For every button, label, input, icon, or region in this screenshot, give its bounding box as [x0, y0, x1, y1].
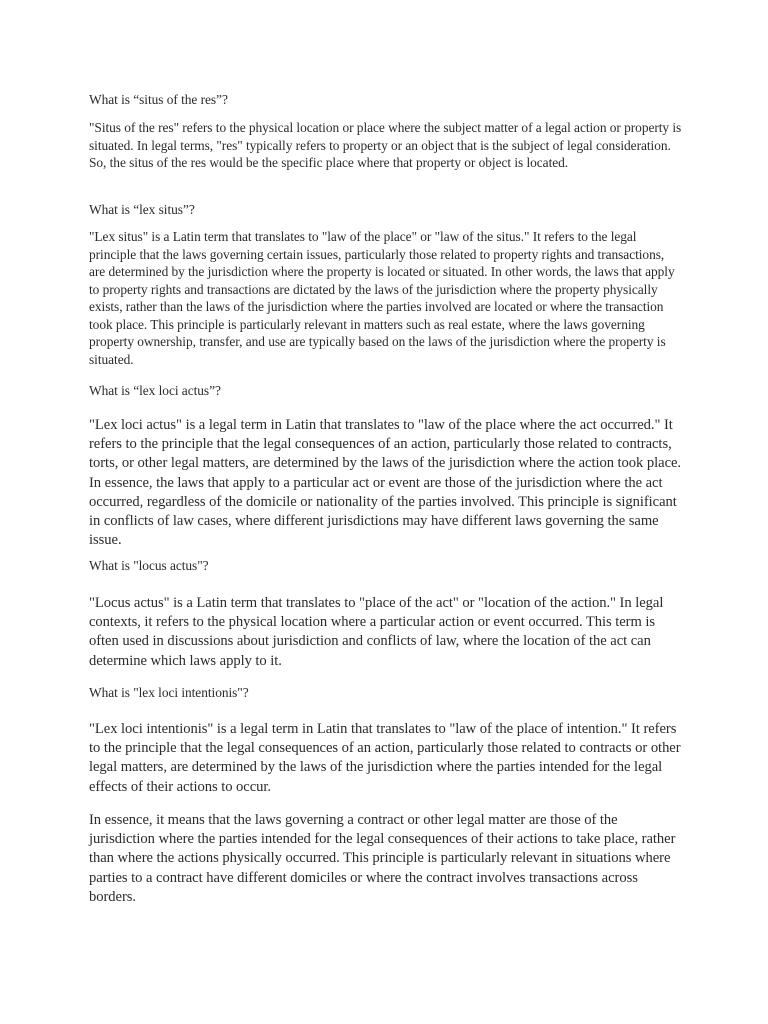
answer-lex-loci-intentionis-continued: In essence, it means that the laws governing a contract or other legal matter are those of the jurisdiction where the parties intended for the legal consequences of their actions to take place, rather than where the actions physically occurred. This principle is particularly relevant in situations where parties to a contract have different domiciles or where the contract involves transactions across borders.: [89, 812, 676, 905]
answer-situs-of-the-res: "Situs of the res" refers to the physical location or place where the subject matter of a legal action or property is situated. In legal terms, "res" typically refers to property or an object that is the subject of legal consideration. So, the situs of the res would be the specific place where that property or object is located.: [89, 120, 682, 170]
answer-lex-loci-actus: "Lex loci actus" is a legal term in Latin that translates to "law of the place where the act occurred." It refers to the principle that the legal consequences of an action, particularly those related to contracts, torts, or other legal matters, are determined by the laws of the jurisdiction where the action took place. In essence, the laws that apply to a particular act or event are those of the jurisdiction where the act occurred, regardless of the domicile or nationality of the parties involved. This principle is significant in conflicts of law cases, where different jurisdictions may have different laws governing the same issue.: [89, 417, 682, 549]
answer-locus-actus: "Locus actus" is a Latin term that translates to "place of the act" or "location of the action." In legal contexts, it refers to the physical location where a particular action or event occurred. This term is often used in discussions about jurisdiction and conflicts of law, where the location of the act can determine which laws apply to it.: [89, 595, 664, 669]
answer-lex-situs: "Lex situs" is a Latin term that translates to "law of the place" or "law of the situs." It refers to the legal principle that the laws governing certain issues, particularly those related to property rights and transactions, are determined by the jurisdiction where the property is located or situated. In other words, the laws that apply to property rights and transactions are dictated by the laws of the jurisdiction where the property physically exists, rather than the laws of the jurisdiction where the parties involved are located or where the transaction took place. This principle is particularly relevant in matters such as real estate, where the laws governing property ownership, transfer, and use are typically based on the laws of the jurisdiction where the property is situated.: [89, 229, 675, 367]
question-lex-loci-actus: What is “lex loci actus”?: [89, 383, 221, 398]
question-situs-of-the-res: What is “situs of the res”?: [89, 92, 228, 107]
question-lex-situs: What is “lex situs”?: [89, 202, 195, 217]
question-lex-loci-intentionis: What is "lex loci intentionis"?: [89, 685, 249, 700]
question-locus-actus: What is "locus actus"?: [89, 558, 209, 573]
answer-lex-loci-intentionis: "Lex loci intentionis" is a legal term in Latin that translates to "law of the place of intention." It refers to the principle that the legal consequences of an action, particularly those related to contracts or other legal matters, are determined by the laws of the jurisdiction where the parties intended for the legal effects of their actions to occur.: [89, 721, 681, 795]
